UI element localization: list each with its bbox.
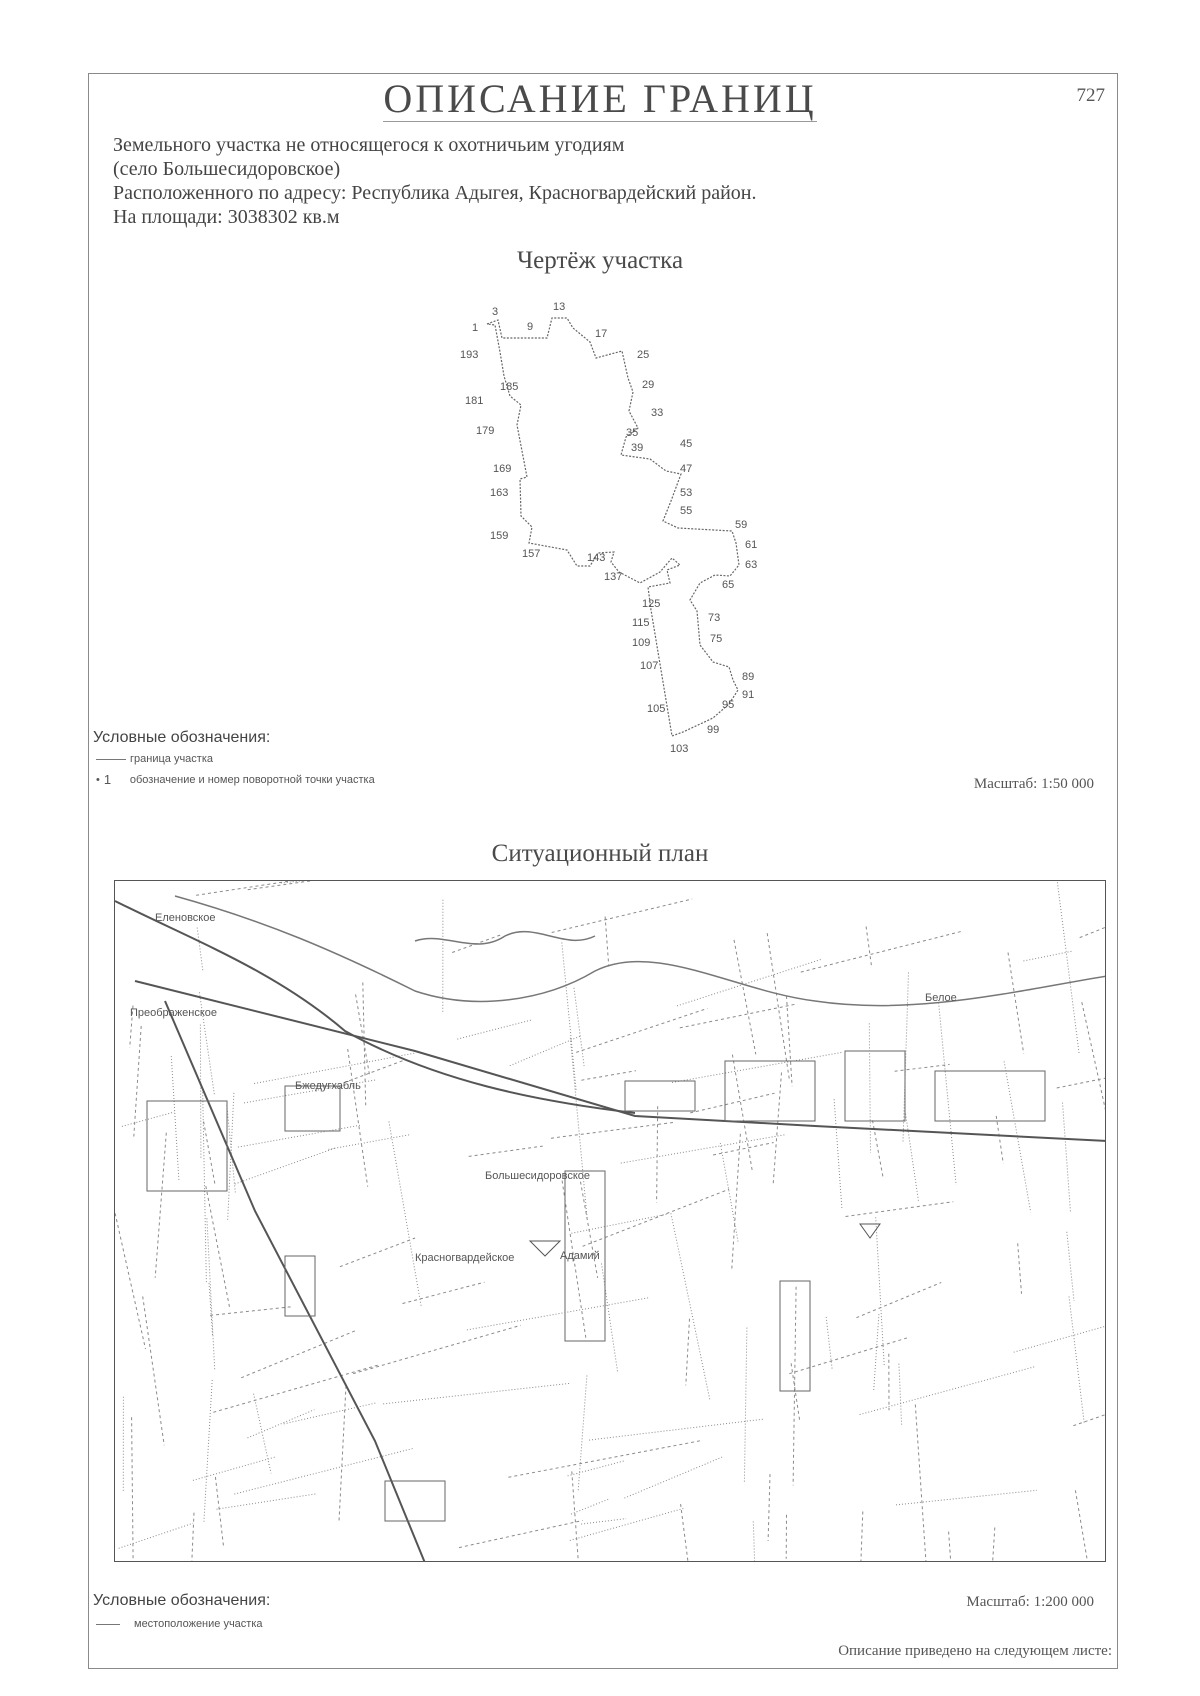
point-label: 9 <box>527 321 534 333</box>
map-line <box>552 899 693 933</box>
map-line <box>624 1457 722 1498</box>
map-line <box>238 1125 360 1147</box>
river <box>175 896 1106 1006</box>
map-line <box>508 1441 701 1478</box>
map-line <box>119 1523 193 1548</box>
point-label: 29 <box>642 379 655 391</box>
map-line <box>551 1122 675 1138</box>
map-line <box>589 1419 764 1440</box>
map-label: Красногвардейское <box>415 1252 515 1264</box>
point-label: 181 <box>465 395 484 407</box>
boundary-line-icon <box>96 759 126 760</box>
point-label: 103 <box>670 743 689 755</box>
map-line <box>866 927 871 967</box>
map-line <box>171 1056 179 1180</box>
info-line: (село Большесидоровское) <box>113 158 341 180</box>
drawing-legend-title: Условные обозначения: <box>93 729 271 746</box>
point-label: 143 <box>587 552 606 564</box>
map-line <box>193 1457 275 1480</box>
point-label: 39 <box>631 442 644 454</box>
map-line <box>996 1116 1003 1164</box>
point-label: 169 <box>493 463 512 475</box>
map-line <box>834 1099 842 1210</box>
map-line <box>874 1314 879 1392</box>
map-line <box>605 917 609 967</box>
point-label: 95 <box>722 699 735 711</box>
map-line <box>241 1330 357 1378</box>
map-line <box>570 1038 587 1218</box>
map-line <box>680 1004 796 1028</box>
map-line <box>681 1504 699 1562</box>
map-label: Бжедугхабль <box>295 1080 361 1092</box>
map-line <box>581 1519 626 1525</box>
map-line <box>200 1025 201 1159</box>
map-line <box>155 1133 166 1278</box>
map-line <box>189 1513 194 1562</box>
map-line <box>859 1512 863 1563</box>
legend-point-symbol: 1 <box>103 772 112 787</box>
map-line <box>789 1338 907 1374</box>
map-line <box>348 1049 368 1187</box>
point-label: 99 <box>707 724 720 736</box>
map-line <box>581 1182 598 1278</box>
page-title: ОПИСАНИЕ ГРАНИЦ <box>383 76 817 121</box>
point-label: 125 <box>642 598 661 610</box>
map-line <box>1008 953 1024 1054</box>
point-label: 185 <box>500 381 519 393</box>
map-line <box>204 1380 212 1522</box>
map-line <box>389 1122 421 1307</box>
map-line <box>899 1364 902 1425</box>
point-label: 107 <box>640 660 659 672</box>
point-label: 63 <box>745 559 758 571</box>
map-line <box>903 973 909 1142</box>
map-label: Еленовское <box>155 912 216 924</box>
map-line <box>732 1134 741 1269</box>
point-label: 45 <box>680 438 693 450</box>
map-line <box>984 1528 995 1563</box>
map-line <box>1063 1103 1071 1213</box>
map-line <box>686 1319 690 1386</box>
map-label: Белое <box>925 992 957 1004</box>
map-line <box>1067 1232 1074 1301</box>
map-line <box>363 983 366 1106</box>
map-line <box>134 1026 141 1137</box>
map-line <box>732 1055 752 1172</box>
map-line <box>197 928 203 972</box>
legend-location-label: местоположение участка <box>134 1618 263 1630</box>
map-line <box>1073 1397 1106 1426</box>
map-line <box>254 1394 271 1474</box>
point-label: 13 <box>553 301 566 313</box>
map-line <box>915 1405 928 1563</box>
map-label: Адамий <box>560 1250 600 1262</box>
point-label: 65 <box>722 579 735 591</box>
map-line <box>1057 882 1079 1053</box>
point-label: 105 <box>647 703 666 715</box>
map-line <box>284 1403 377 1424</box>
map-line <box>773 1073 781 1184</box>
map-line <box>572 1471 580 1562</box>
map-line <box>734 940 756 1054</box>
map-line <box>570 1508 685 1541</box>
map-line <box>657 1106 658 1202</box>
map-line <box>672 1052 843 1082</box>
map-line <box>1057 1058 1106 1088</box>
map-line <box>753 1522 759 1563</box>
legend-point-label: обозначение и номер поворотной точки участка <box>129 773 375 786</box>
legend-location <box>96 1618 263 1630</box>
map-line <box>744 1328 747 1482</box>
drawing-scale: Масштаб: 1:50 000 <box>973 776 1094 792</box>
map-line <box>896 1490 1037 1505</box>
map-line <box>787 996 793 1086</box>
map-line <box>467 1298 649 1330</box>
map-line <box>1069 1297 1084 1425</box>
point-label: 109 <box>632 637 651 649</box>
map-line <box>143 1296 165 1445</box>
point-label: 89 <box>742 671 755 683</box>
point-label: 73 <box>708 612 721 624</box>
map-line <box>210 1307 292 1316</box>
map-line <box>469 1146 543 1156</box>
map-line <box>793 1287 796 1486</box>
page-number: 727 <box>1076 85 1105 106</box>
map-line <box>671 1213 710 1399</box>
settlement-block <box>845 1051 905 1121</box>
point-label: 55 <box>680 505 693 517</box>
settlements <box>147 1051 1045 1521</box>
drawing-title: Чертёж участка <box>516 247 684 274</box>
location-line-icon <box>96 1624 120 1625</box>
point-label: 3 <box>492 306 499 318</box>
map-line <box>568 1461 626 1476</box>
info-line: Земельного участка не относящегося к охотничьим угодиям <box>113 134 625 156</box>
map-line <box>207 1218 215 1371</box>
triangle-marker-icon <box>530 1241 560 1256</box>
situation-map <box>114 880 1106 1562</box>
map-line <box>571 1214 666 1233</box>
map-line <box>576 1008 707 1052</box>
point-label: 17 <box>595 328 608 340</box>
map-line <box>1018 1243 1022 1294</box>
map-line <box>203 1089 207 1283</box>
map-line <box>720 1143 738 1242</box>
map-line <box>906 1114 919 1203</box>
map-line <box>328 1135 409 1150</box>
point-label: 33 <box>651 407 664 419</box>
footer-note: Описание приведено на следующем листе: <box>838 1643 1112 1659</box>
point-label: 53 <box>680 487 693 499</box>
info-line: На площади: 3038302 кв.м <box>113 206 340 228</box>
point-label: 59 <box>735 519 748 531</box>
map-line <box>801 931 964 972</box>
legend-point <box>96 772 375 787</box>
map-line <box>204 1122 215 1185</box>
map-line <box>403 1282 485 1303</box>
point-label: 159 <box>490 530 509 542</box>
map-line <box>339 1386 346 1522</box>
point-label: 35 <box>626 427 639 439</box>
map-line <box>578 1376 587 1492</box>
map-line <box>621 1135 786 1164</box>
map-line <box>856 1283 941 1318</box>
map-line <box>1080 898 1106 938</box>
map-line <box>869 1023 870 1152</box>
map-line <box>115 1213 145 1349</box>
map-line <box>510 1036 580 1066</box>
map-line <box>248 881 391 890</box>
point-label: 75 <box>710 633 723 645</box>
map-line <box>383 1383 570 1404</box>
map-line <box>457 1020 531 1039</box>
highway <box>135 981 1106 1141</box>
settlement-block <box>625 1081 695 1111</box>
map-line <box>248 1410 315 1438</box>
map-line <box>895 1064 950 1071</box>
point-label: 25 <box>637 349 650 361</box>
map-line <box>340 1238 415 1267</box>
point-label: 47 <box>680 463 693 475</box>
map-line <box>122 1112 174 1126</box>
point-labels <box>460 301 757 755</box>
map-line <box>217 1494 317 1509</box>
map-line <box>860 1367 1035 1415</box>
legend-boundary-label: граница участка <box>130 753 213 765</box>
map-line <box>690 1093 774 1113</box>
point-label: 179 <box>476 425 495 437</box>
settlement-block <box>285 1086 340 1131</box>
map-line <box>581 1071 636 1081</box>
map-line <box>846 1202 954 1217</box>
map-line <box>949 1532 959 1562</box>
map-label: Преображенское <box>130 1007 218 1019</box>
map-line <box>571 1499 609 1514</box>
map-line <box>1014 1325 1106 1353</box>
point-label: 115 <box>632 617 650 629</box>
point-label: 1 <box>472 322 479 334</box>
map-line <box>1075 1490 1100 1562</box>
map-line <box>1023 951 1072 961</box>
situation-scale: Масштаб: 1:200 000 <box>966 1594 1094 1610</box>
map-line <box>353 1325 521 1373</box>
map-line <box>876 1217 885 1365</box>
situation-title: Ситуационный план <box>491 840 709 867</box>
map-line <box>768 1474 770 1541</box>
map-line <box>939 1003 957 1185</box>
map-line <box>281 881 456 883</box>
point-label: 193 <box>460 349 479 361</box>
point-label: 61 <box>745 539 758 551</box>
parcel-drawing <box>0 0 1200 800</box>
point-label: 157 <box>522 548 541 560</box>
map-line <box>132 1417 134 1562</box>
map-line <box>206 1186 230 1307</box>
map-line <box>562 943 576 1091</box>
point-label: 91 <box>742 689 755 701</box>
point-dot-icon: • <box>96 773 100 786</box>
settlement-block <box>935 1071 1045 1121</box>
info-line: Расположенного по адресу: Республика Адыгея, Красногвардейский район. <box>113 182 757 204</box>
map-line <box>459 1521 583 1548</box>
map-label: Большесидоровское <box>485 1170 590 1182</box>
map-drawing <box>115 881 1106 1562</box>
point-label: 137 <box>604 571 623 583</box>
situation-legend-title: Условные обозначения: <box>93 1592 271 1609</box>
map-line <box>215 1477 223 1548</box>
map-line <box>213 1365 378 1412</box>
map-line <box>196 881 369 895</box>
road-network <box>115 881 1106 1562</box>
parcel-boundary <box>487 318 739 736</box>
map-line <box>713 1143 774 1156</box>
map-line <box>235 1148 336 1184</box>
settlement-block <box>147 1101 227 1191</box>
map-line <box>574 988 584 1066</box>
point-label: 163 <box>490 487 509 499</box>
map-line <box>602 1264 618 1374</box>
legend-boundary <box>96 753 213 765</box>
